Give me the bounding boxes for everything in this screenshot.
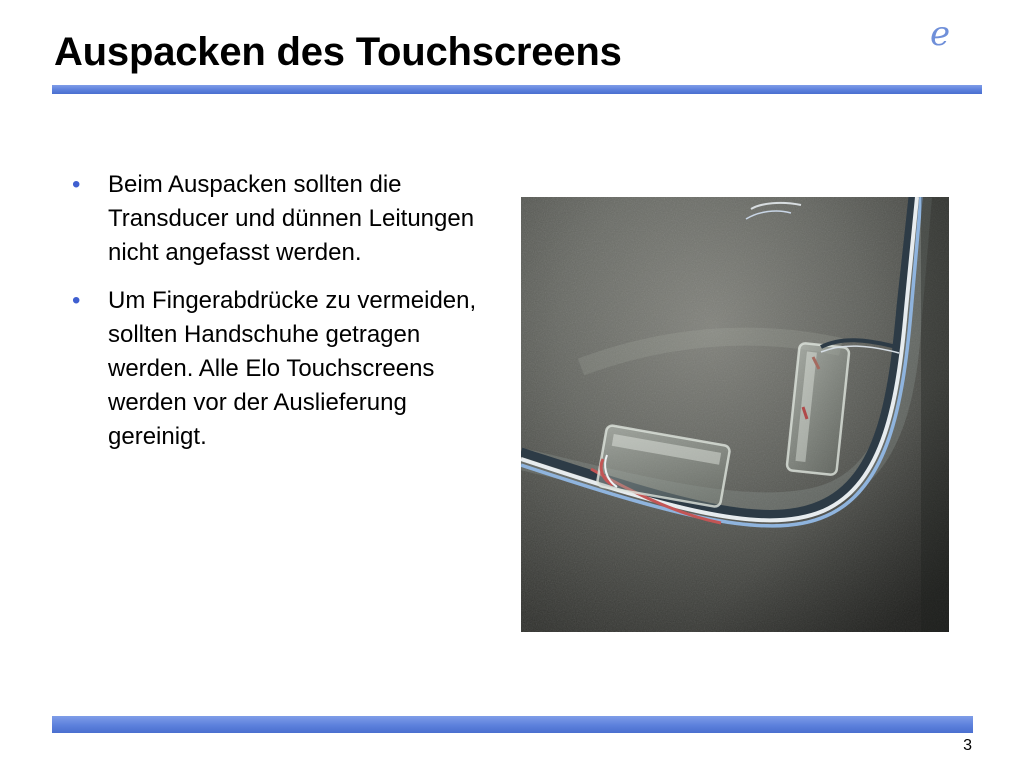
bullet-marker: • — [72, 171, 81, 198]
bullet-item — [72, 168, 492, 270]
touchscreen-transducer-photo — [521, 197, 949, 632]
bullet-list — [72, 168, 492, 468]
title-divider-bar — [52, 85, 982, 94]
page-number: 3 — [963, 737, 972, 754]
bullet-item — [72, 284, 492, 454]
bullet-text: Um Fingerabdrücke zu vermeiden, sollten Handschuhe getragen werden. Alle Elo Touchscreens werden vor der Auslieferung gereinigt. — [108, 287, 477, 450]
slide-title: Auspacken des Touchscreens — [54, 30, 622, 74]
elo-logo: e — [930, 14, 951, 54]
bullet-marker: • — [72, 287, 81, 314]
footer-bar — [52, 716, 973, 733]
bullet-text: Beim Auspacken sollten die Transducer und dünnen Leitungen nicht angefasst werden. — [108, 171, 475, 266]
